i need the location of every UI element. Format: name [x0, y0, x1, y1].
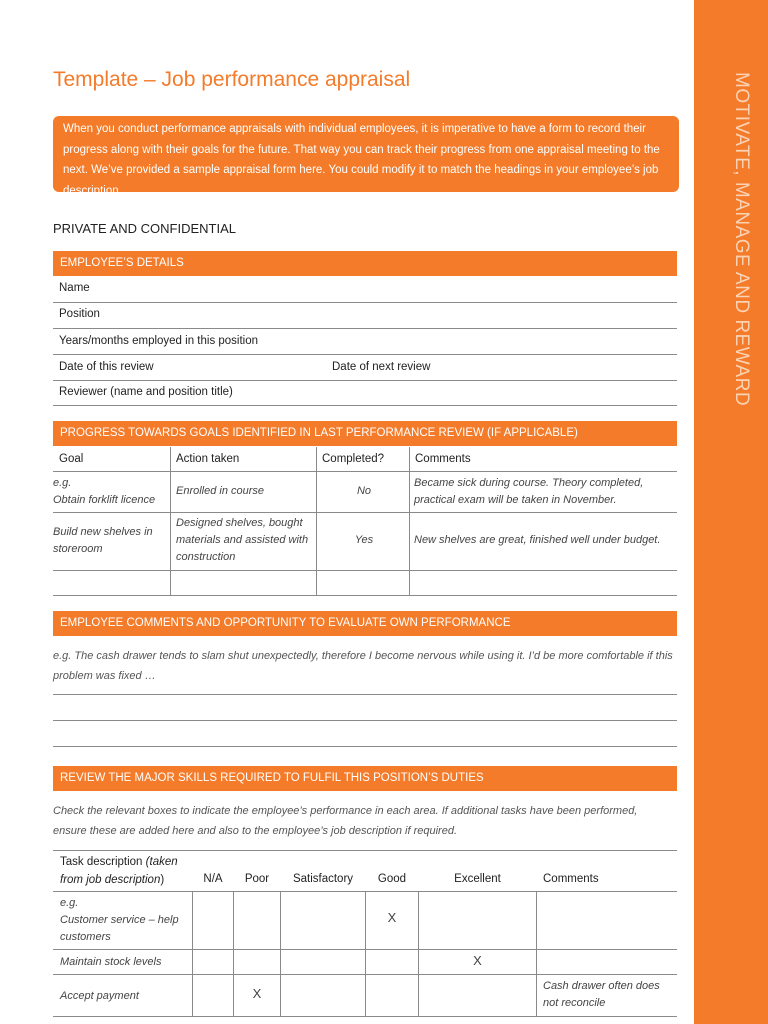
action-text: Enrolled in course	[176, 485, 265, 497]
rating-mark: X	[387, 910, 397, 925]
divider	[53, 405, 677, 406]
column-divider	[316, 447, 317, 595]
task-text: Maintain stock levels	[60, 956, 162, 968]
col-task-close: )	[160, 874, 165, 886]
task-cell	[60, 895, 188, 946]
divider	[53, 595, 677, 596]
column-divider	[536, 891, 537, 1016]
example-prefix: e.g.	[53, 477, 72, 489]
divider	[53, 850, 677, 851]
goal-text: Obtain forklift licence	[53, 494, 156, 506]
divider	[53, 570, 677, 571]
date-this-review-label: Date of this review	[59, 361, 154, 373]
divider	[53, 512, 677, 513]
col-na: N/A	[203, 873, 223, 885]
page-title: Template – Job performance appraisal	[53, 68, 411, 91]
intro-box: When you conduct performance appraisals with individual employees, it is imperative to have a form to record their progress along with their goals for the future. That way you can track their progress from one appraisal meeting to the next. We’ve provided a sample appraisal form here. You could modify it to match the headings in your employee’s job description.	[53, 116, 679, 192]
years-label: Years/months employed in this position	[59, 335, 259, 347]
divider	[53, 694, 677, 695]
divider	[53, 471, 677, 472]
reviewer-label: Reviewer (name and position title)	[59, 386, 233, 398]
divider	[53, 302, 677, 303]
col-task-label: Task description	[60, 856, 143, 868]
goal-text: Build new shelves in storeroom	[53, 526, 153, 555]
col-comments: Comments	[415, 453, 471, 465]
section-employee-details: EMPLOYEE’S DETAILS	[53, 251, 677, 276]
date-next-review-label: Date of next review	[332, 361, 431, 373]
completed-value: No	[356, 485, 372, 497]
divider	[53, 1016, 677, 1017]
column-divider	[409, 447, 410, 595]
position-label: Position	[59, 308, 100, 320]
section-employee-comments: EMPLOYEE COMMENTS AND OPPORTUNITY TO EVALUATE OWN PERFORMANCE	[53, 611, 677, 636]
rating-mark: X	[473, 953, 482, 968]
employee-comments-example: e.g. The cash drawer tends to slam shut unexpectedly, therefore I become nervous while using it. I’d be more comfortable if this problem was fixed …	[53, 650, 673, 682]
col-task-description	[60, 853, 190, 889]
column-divider	[192, 891, 193, 1016]
col-completed: Completed?	[322, 453, 385, 465]
divider	[53, 746, 677, 747]
col-goal: Goal	[59, 453, 84, 465]
col-poor: Poor	[244, 873, 270, 885]
section-progress-goals: PROGRESS TOWARDS GOALS IDENTIFIED IN LAST PERFORMANCE REVIEW (IF APPLICABLE)	[53, 421, 677, 446]
divider	[53, 380, 677, 381]
col-excellent: Excellent	[454, 873, 501, 885]
col-satisfactory: Satisfactory	[292, 873, 354, 885]
table-row-goal	[53, 475, 165, 509]
private-label: PRIVATE AND CONFIDENTIAL	[53, 221, 236, 236]
name-label: Name	[59, 282, 90, 294]
rating-mark: X	[252, 986, 262, 1001]
column-divider	[280, 891, 281, 1016]
completed-value: Yes	[354, 534, 374, 546]
divider	[53, 720, 677, 721]
column-divider	[365, 891, 366, 1016]
side-label: MOTIVATE, MANAGE AND REWARD	[731, 72, 752, 407]
col-action-taken: Action taken	[176, 453, 240, 465]
comments-text: Became sick during course. Theory completed, practical exam will be taken in November.	[414, 477, 644, 506]
task-text: Customer service – help customers	[60, 914, 179, 943]
skill-comment-text: Cash drawer often does not reconcile	[543, 980, 660, 1009]
col-task-hint: (taken from job description	[60, 856, 178, 886]
action-text: Designed shelves, bought materials and assisted with construction	[176, 517, 309, 563]
section-skills-review: REVIEW THE MAJOR SKILLS REQUIRED TO FULFIL THIS POSITION’S DUTIES	[53, 766, 677, 791]
column-divider	[418, 891, 419, 1016]
col-good: Good	[377, 873, 407, 885]
column-divider	[170, 447, 171, 595]
task-text: Accept payment	[60, 990, 139, 1002]
column-divider	[233, 891, 234, 1016]
divider	[53, 354, 677, 355]
skills-note: Check the relevant boxes to indicate the employee’s performance in each area. If additional tasks have been performed, ensure these are added here and also to the employee’s job description if required.	[53, 805, 638, 837]
example-prefix: e.g.	[60, 897, 79, 909]
divider	[53, 328, 677, 329]
comments-text: New shelves are great, finished well under budget.	[414, 534, 661, 546]
col-skill-comments: Comments	[543, 873, 599, 885]
